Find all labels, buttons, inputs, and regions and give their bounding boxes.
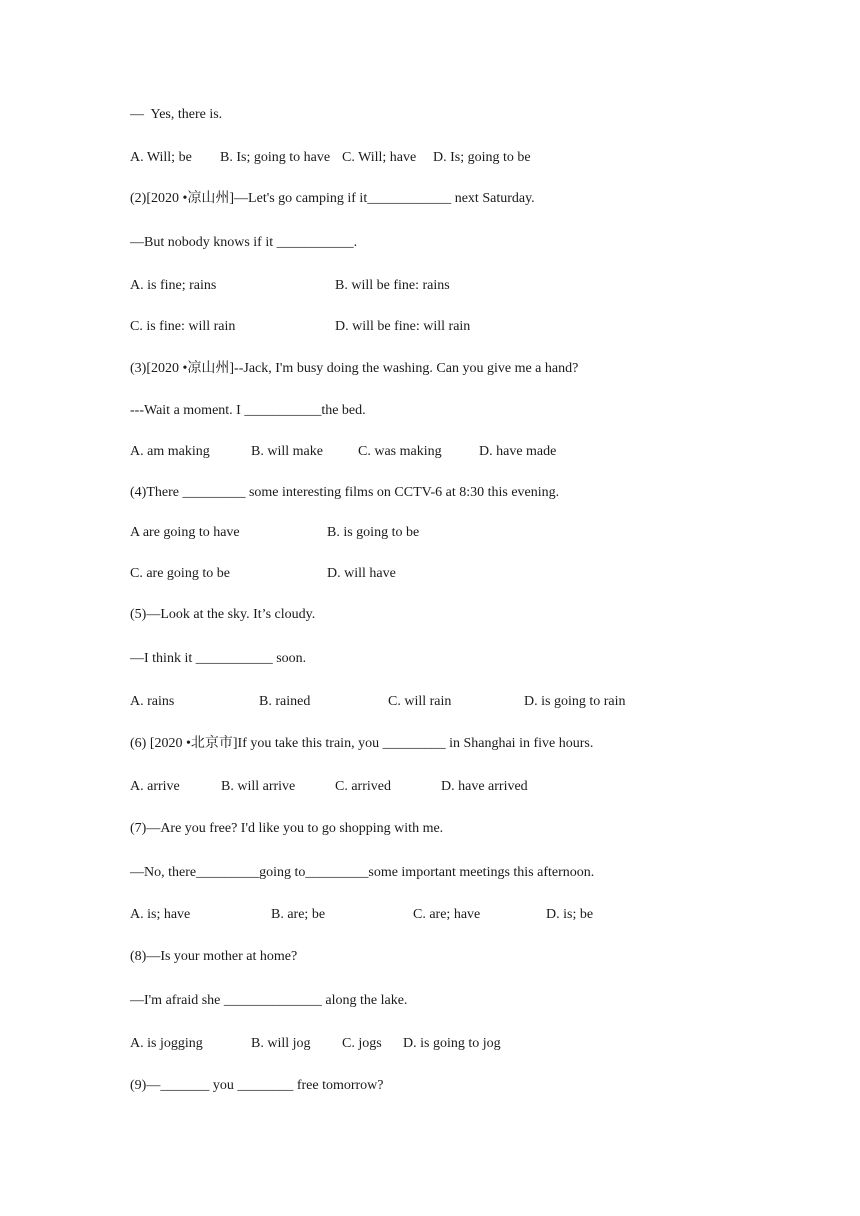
option-b: B. are; be xyxy=(271,907,326,922)
question-7-reply: —No, there_________going to_________some important meetings this afternoon. xyxy=(130,865,595,880)
question-4: (4)There _________ some interesting films on CCTV-6 at 8:30 this evening. xyxy=(130,485,560,500)
option-d: D. have made xyxy=(479,444,557,459)
option-d: D. is going to jog xyxy=(403,1036,501,1051)
option-b: B. will jog xyxy=(251,1036,311,1051)
question-5: (5)—Look at the sky. It’s cloudy. xyxy=(130,607,316,622)
option-c: C. arrived xyxy=(335,779,391,794)
option-a: A. am making xyxy=(130,444,210,459)
option-a: A. Will; be xyxy=(130,150,192,165)
option-a: A. is fine; rains xyxy=(130,278,217,293)
question-2: (2)[2020 •凉山州]—Let's go camping if it____________ next Saturday. xyxy=(130,191,535,206)
option-b: B. will be fine: rains xyxy=(335,278,450,293)
option-d: D. will have xyxy=(327,566,396,581)
question-3-reply: ---Wait a moment. I ___________the bed. xyxy=(130,403,366,418)
option-c: C. Will; have xyxy=(342,150,417,165)
option-a: A. arrive xyxy=(130,779,180,794)
option-d: D. is; be xyxy=(546,907,594,922)
option-a: A. rains xyxy=(130,694,175,709)
option-c: C. was making xyxy=(358,444,442,459)
option-b: B. will make xyxy=(251,444,323,459)
answer-line: — Yes, there is. xyxy=(130,107,223,122)
option-d: D. have arrived xyxy=(441,779,528,794)
option-c: C. are going to be xyxy=(130,566,230,581)
option-a: A. is; have xyxy=(130,907,191,922)
question-3: (3)[2020 •凉山州]--Jack, I'm busy doing the washing. Can you give me a hand? xyxy=(130,361,579,376)
option-b: B. Is; going to have xyxy=(220,150,331,165)
option-d: D. will be fine: will rain xyxy=(335,319,471,334)
option-b: B. rained xyxy=(259,694,311,709)
question-8: (8)—Is your mother at home? xyxy=(130,949,298,964)
option-b: B. will arrive xyxy=(221,779,296,794)
question-6: (6) [2020 •北京市]If you take this train, you _________ in Shanghai in five hours. xyxy=(130,736,594,751)
option-b: B. is going to be xyxy=(327,525,420,540)
option-c: C. will rain xyxy=(388,694,452,709)
option-c: C. are; have xyxy=(413,907,481,922)
question-8-reply: —I'm afraid she ______________ along the lake. xyxy=(130,993,408,1008)
option-c: C. is fine: will rain xyxy=(130,319,236,334)
question-7: (7)—Are you free? I'd like you to go shopping with me. xyxy=(130,821,444,836)
option-c: C. jogs xyxy=(342,1036,382,1051)
option-a: A are going to have xyxy=(130,525,240,540)
question-2-reply: —But nobody knows if it ___________. xyxy=(130,235,358,250)
option-d: D. is going to rain xyxy=(524,694,626,709)
option-a: A. is jogging xyxy=(130,1036,203,1051)
question-5-reply: —I think it ___________ soon. xyxy=(130,651,307,666)
question-9: (9)—_______ you ________ free tomorrow? xyxy=(130,1078,384,1093)
option-d: D. Is; going to be xyxy=(433,150,531,165)
